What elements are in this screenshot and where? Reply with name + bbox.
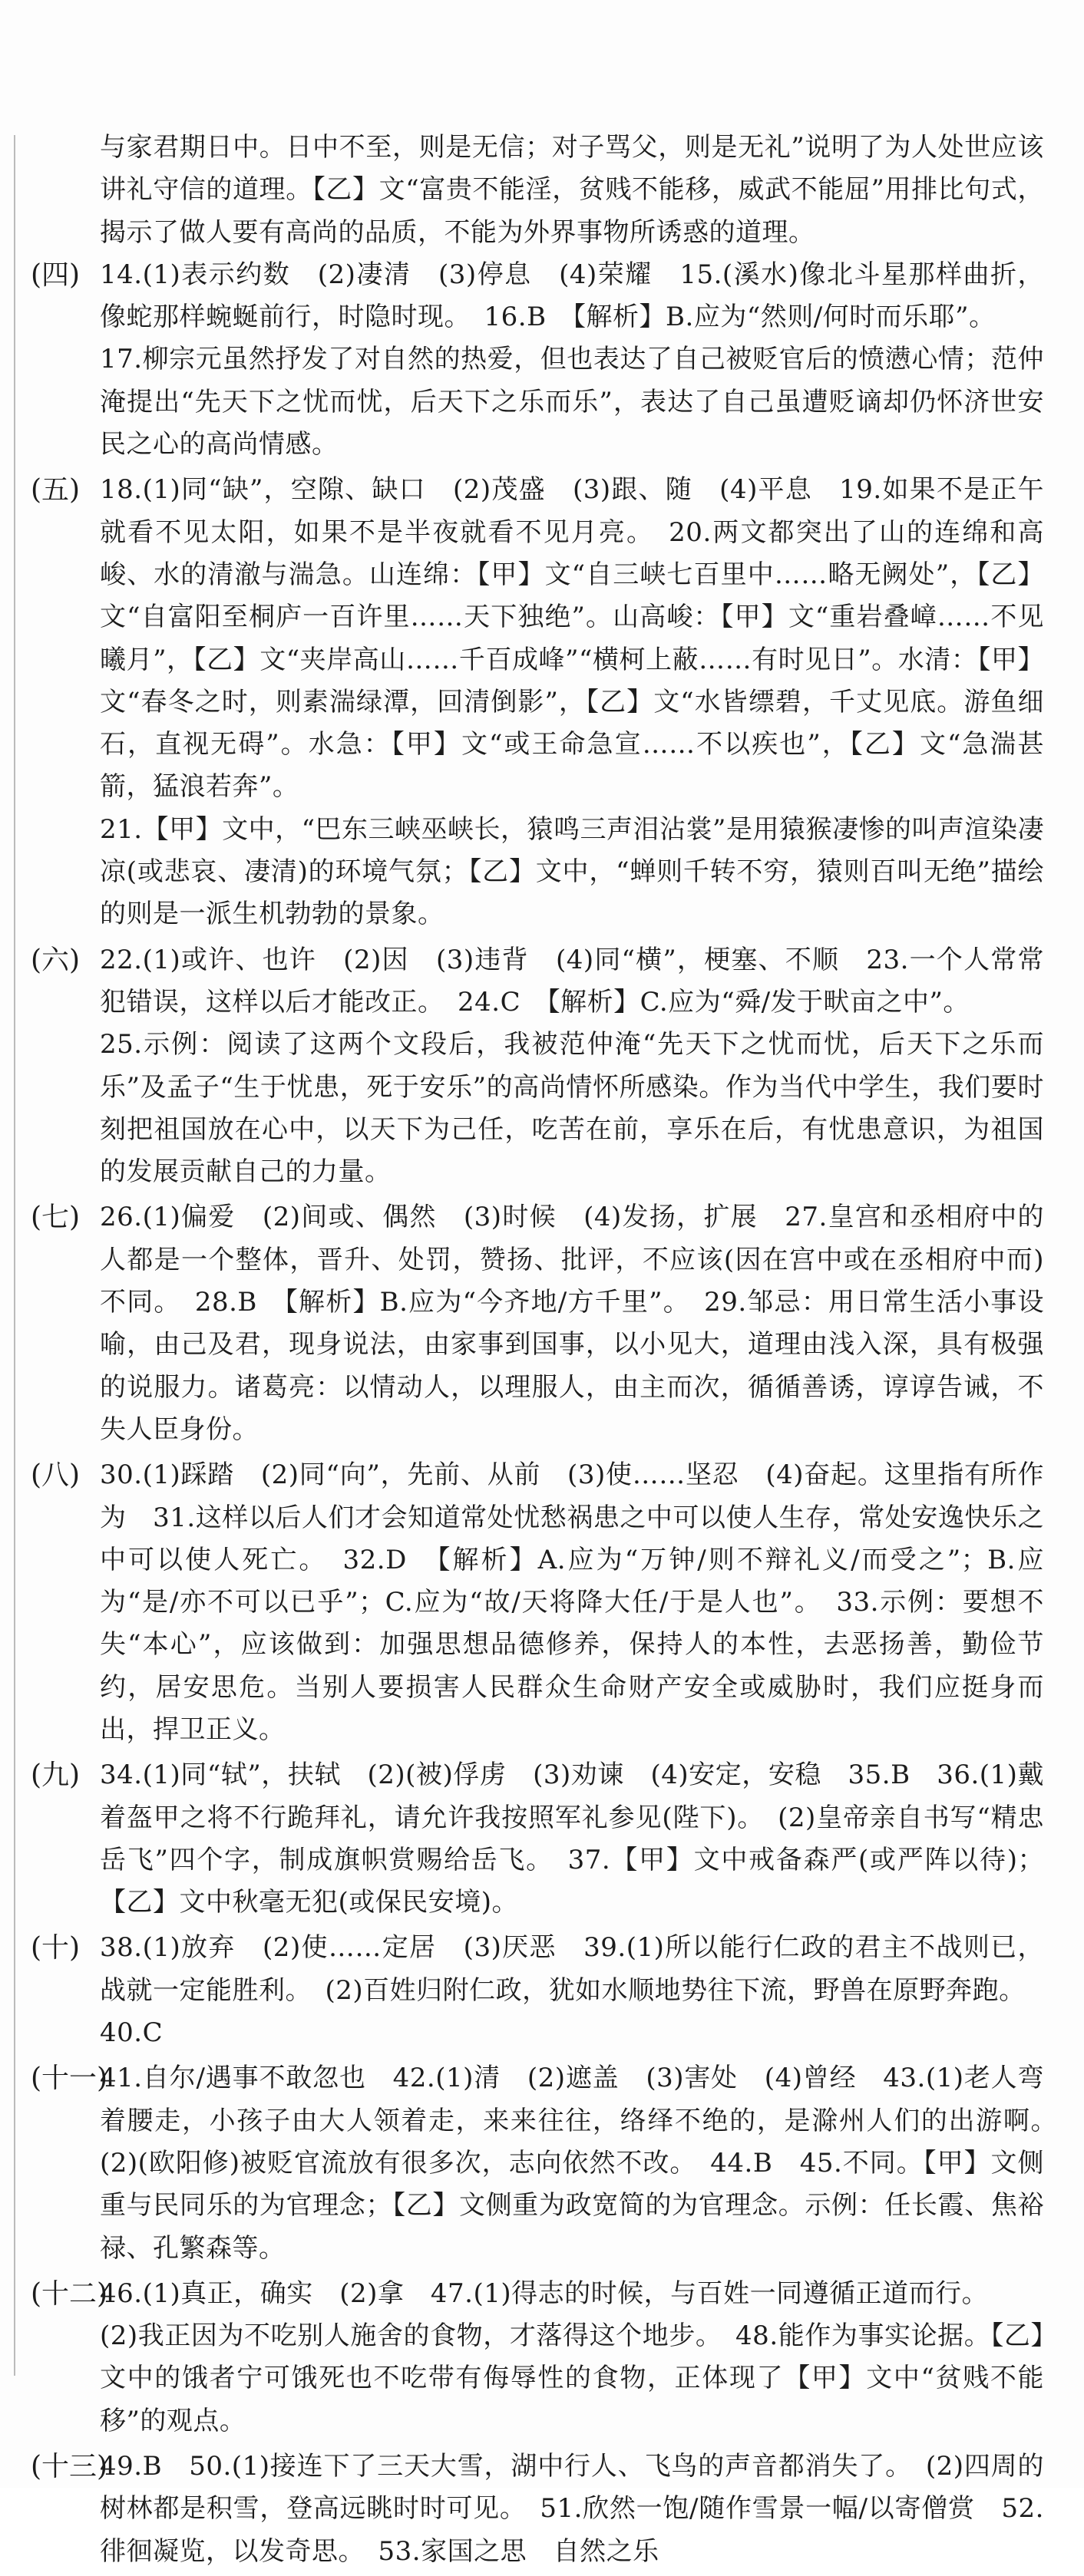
answer-paragraph: (2)我正因为不吃别人施舍的食物，才落得这个地步。 48.能作为事实论据。【乙】文中的饿者宁可饿死也不吃带有侮辱性的食物，正体现了【甲】文中“贫贱不能移”的观点。 (100, 2320, 1044, 2436)
answer-paragraph: 49.B 50.(1)接连下了三天大雪，湖中行人、飞鸟的声音都消失了。 (2)四周的树林都是积雪，登高远眺时时可见。 51.欣然一饱/随作雪景一幅/以寄僧赏 52.徘徊凝览，以发奇思。 53.家国之思 自然之乐 (100, 2451, 1044, 2567)
answer-paragraph: 41.自尔/遇事不敢忽也 42.(1)清 (2)遮盖 (3)害处 (4)曾经 43.(1)老人弯着腰走，小孩子由大人领着走，来来往往，络绎不绝的，是滁州人们的出游啊。 (2)(欧阳修)被贬官流放有很多次，志向依然不改。 44.B 45.不同。【甲】文侧重与民同乐的为官理念；【乙】文侧重为政宽简的为官理念。示例：任长霞、焦裕禄、孔繁森等。 (100, 2063, 1071, 2264)
answer-paragraph: 34.(1)同“轼”，扶轼 (2)(被)俘虏 (3)劝谏 (4)安定，安稳 35.B 36.(1)戴着盔甲之将不行跪拜礼，请允许我按照军礼参见(陛下)。 (2)皇帝亲自书写“精忠岳飞”四个字，制成旗帜赏赐给岳飞。 37.【甲】文中戒备森严(或严阵以待)；【乙】文中秋毫无犯(或保民安境)。 (100, 1760, 1044, 1918)
section-label: (九) (31, 1760, 81, 1792)
answer-paragraph: 25.示例：阅读了这两个文段后，我被范仲淹“先天下之忧而忧，后天下之乐而乐”及孟子“生于忧患，死于安乐”的高尚情怀所感染。作为当代中学生，我们要时刻把祖国放在心中，以天下为己任，吃苦在前，享乐在后，有忧患意识，为祖国的发展贡献自己的力量。 (100, 1029, 1044, 1188)
section-label: (十三) (31, 2451, 108, 2483)
sections-container (23, 254, 1071, 2573)
intro-block (23, 127, 1044, 254)
answer-section (23, 1454, 1044, 1751)
answer-paragraph: 30.(1)踩踏 (2)同“向”，先前、从前 (3)使……坚忍 (4)奋起。这里指有所作为 31.这样以后人们才会知道常处忧愁祸患之中可以使人生存，常处安逸快乐之中可以使人死亡。 32.D 【解析】A.应为“万钟/则不辩礼义/而受之”；B.应为“是/亦不可以已乎”；C.应为“故/天将降大任/于是人也”。 33.示例：要想不失“本心”，应该做到：加强思想品德修养，保持人的本性，去恶扬善，勤俭节约，居安思危。当别人要损害人民群众生命财产安全或威胁时，我们应挺身而出，捍卫正义。 (100, 1460, 1044, 1745)
answer-paragraph: 26.(1)偏爱 (2)间或、偶然 (3)时候 (4)发扬，扩展 27.皇宫和丞相府中的人都是一个整体，晋升、处罚，赞扬、批评，不应该(因在宫中或在丞相府中而)不同。 28.B 【解析】B.应为“今齐地/方千里”。 29.邹忌：用日常生活小事设喻，由己及君，现身说法，由家事到国事，以小见大，道理由浅入深，具有极强的说服力。诸葛亮：以情动人，以理服人，由主而次，循循善诱，谆谆告诫，不失人臣身份。 (100, 1202, 1044, 1445)
answer-paragraph: 14.(1)表示约数 (2)凄清 (3)停息 (4)荣耀 15.(溪水)像北斗星那样曲折，像蛇那样蜿蜒前行，时隐时现。 16.B 【解析】B.应为“然则/何时而乐耶”。 (100, 259, 1044, 333)
section-label: (七) (31, 1202, 81, 1234)
answer-paragraph: 46.(1)真正，确实 (2)拿 47.(1)得志的时候，与百姓一同遵循正道而行。 (100, 2278, 989, 2309)
intro-paragraph: 与家君期日中。日中不至，则是无信；对子骂父，则是无礼”说明了为人处世应该讲礼守信的道理。【乙】文“富贵不能淫，贫贱不能移，威武不能屈”用排比句式，揭示了做人要有高尚的品质，不能为外界事物所诱惑的道理。 (100, 132, 1044, 248)
answer-section (23, 1754, 1044, 1924)
answer-section (23, 254, 1044, 466)
answer-paragraph: 17.柳宗元虽然抒发了对自然的热爱，但也表达了自己被贬官后的愤懑心情；范仲淹提出“先天下之忧而忧，后天下之乐而乐”，表达了自己虽遭贬谪却仍怀济世安民之心的高尚情感。 (100, 344, 1044, 460)
answer-section (23, 2446, 1044, 2573)
answer-content (23, 127, 1071, 2576)
section-label: (五) (31, 474, 81, 506)
answer-paragraph: 18.(1)同“缺”，空隙、缺口 (2)茂盛 (3)跟、随 (4)平息 19.如果不是正午就看不见太阳，如果不是半夜就看不见月亮。 20.两文都突出了山的连绵和高峻、水的清澈与湍急。山连绵：【甲】文“自三峡七百里中……略无阙处”，【乙】文“自富阳至桐庐一百许里……天下独绝”。山高峻：【甲】文“重岩叠嶂……不见曦月”，【乙】文“夹岸高山……千百成峰”“横柯上蔽……有时见日”。水清：【甲】文“春冬之时，则素湍绿潭，回清倒影”，【乙】文“水皆缥碧，千丈见底。游鱼细石，直视无碍”。水急：【甲】文“或王命急宣……不以疾也”，【乙】文“急湍甚箭，猛浪若奔”。 (100, 474, 1044, 803)
answer-paragraph: 40.C (100, 2017, 164, 2049)
answer-section (23, 469, 1044, 935)
section-label: (六) (31, 944, 81, 976)
answer-section (23, 2057, 1071, 2269)
section-label: (四) (31, 259, 81, 291)
answer-paragraph: 21.【甲】文中，“巴东三峡巫峡长，猿鸣三声泪沾裳”是用猿猴凄惨的叫声渲染凄凉(或悲哀、凄清)的环境气氛；【乙】文中，“蝉则千转不穷，猿则百叫无绝”描绘的则是一派生机勃勃的景象。 (100, 813, 1044, 930)
section-label: (十一) (31, 2063, 108, 2095)
answer-section (23, 1927, 1044, 2054)
answer-paragraph: 38.(1)放弃 (2)使……定居 (3)厌恶 39.(1)所以能行仁政的君主不战则已，战就一定能胜利。 (2)百姓归附仁政，犹如水顺地势往下流，野兽在原野奔跑。 (100, 1932, 1044, 2006)
answer-section (23, 2273, 1044, 2442)
left-margin-rule (14, 135, 15, 2376)
section-label: (十) (31, 1932, 81, 1964)
answer-section (23, 1196, 1044, 1451)
section-label: (十二) (31, 2278, 108, 2310)
answer-section (23, 939, 1044, 1194)
section-label: (八) (31, 1460, 81, 1492)
answer-paragraph: 22.(1)或许、也许 (2)因 (3)违背 (4)同“横”，梗塞、不顺 23.一个人常常犯错误，这样以后才能改正。 24.C 【解析】C.应为“舜/发于畎亩之中”。 (100, 944, 1044, 1018)
